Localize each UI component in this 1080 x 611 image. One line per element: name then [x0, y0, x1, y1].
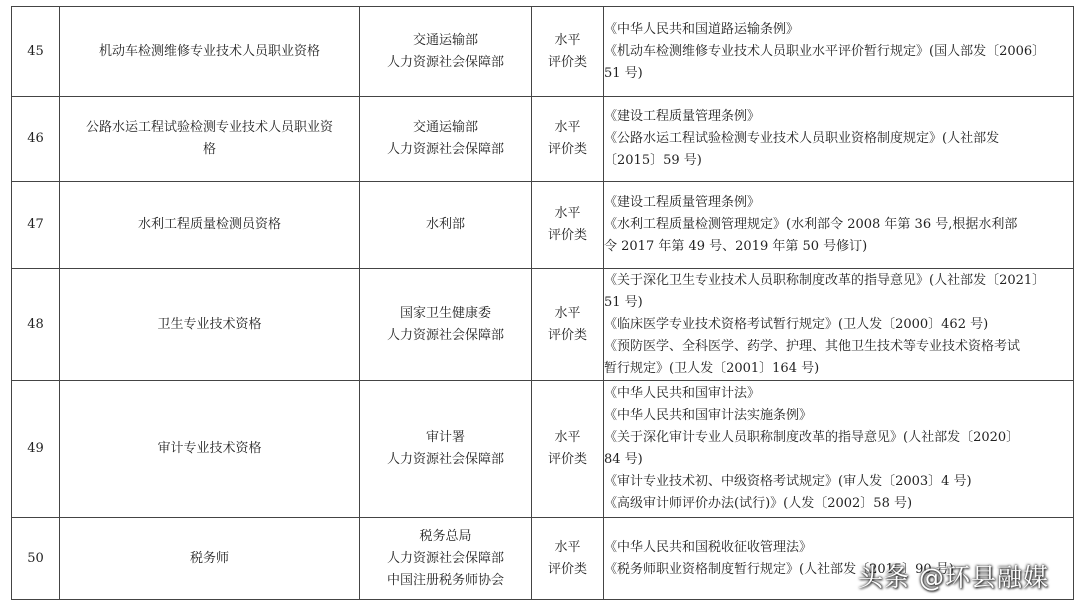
basis-line: 《建设工程质量管理条例》 [604, 109, 761, 124]
department [360, 182, 532, 269]
qualification-type [532, 97, 604, 182]
dept-line: 人力资源社会保障部 [386, 142, 504, 157]
department [360, 381, 532, 518]
basis-line: 《建设工程质量管理条例》 [604, 195, 761, 210]
qualification-type [532, 7, 604, 97]
dept-line: 水利部 [425, 217, 465, 232]
dept-line: 人力资源社会保障部 [386, 54, 504, 70]
type-line: 水平 [554, 305, 581, 321]
type-line: 水平 [554, 120, 581, 135]
basis-line: 《高级审计师评价办法(试行)》(人发〔2002〕58 号) [604, 496, 913, 511]
name-line: 公路水运工程试验检测专业技术人员职业资 [85, 120, 333, 135]
table-body [12, 7, 1074, 600]
table-row [12, 381, 1074, 518]
name-line: 审计专业技术资格 [157, 441, 262, 456]
qualification-type [532, 381, 604, 518]
table-row [12, 182, 1074, 269]
qualification-name [60, 269, 360, 381]
row-number: 48 [12, 269, 60, 381]
qualification-name [60, 97, 360, 182]
department [360, 7, 532, 97]
dept-line: 交通运输部 [412, 32, 478, 48]
dept-line: 中国注册税务师协会 [386, 572, 504, 588]
basis-line: 《公路水运工程试验检测专业技术人员职业资格制度规定》(人社部发 [604, 131, 1000, 146]
qualification-name [60, 381, 360, 518]
table-row [12, 97, 1074, 182]
qualification-type [532, 518, 604, 600]
dept-line: 人力资源社会保障部 [386, 452, 504, 467]
legal-basis [604, 97, 1074, 182]
dept-line: 交通运输部 [412, 120, 478, 135]
type-line: 评价类 [547, 452, 587, 467]
basis-line: 暂行规定》(卫人发〔2001〕164 号) [604, 360, 820, 376]
table-row [12, 269, 1074, 381]
type-line: 评价类 [547, 54, 587, 70]
type-line: 水平 [554, 206, 581, 221]
qualification-name [60, 182, 360, 269]
type-line: 水平 [554, 430, 581, 445]
qualification-type [532, 182, 604, 269]
table-row [12, 7, 1074, 97]
dept-line: 审计署 [425, 430, 465, 445]
basis-line: 令 2017 年第 49 号、2019 年第 50 号修订) [604, 239, 868, 254]
basis-line: 《关于深化审计专业人员职称制度改革的指导意见》(人社部发〔2020〕 [604, 430, 1020, 445]
row-number: 46 [12, 97, 60, 182]
dept-line: 人力资源社会保障部 [386, 550, 504, 566]
name-line: 税务师 [189, 550, 229, 566]
row-number: 47 [12, 182, 60, 269]
name-line: 格 [202, 142, 216, 157]
qualification-type [532, 269, 604, 381]
basis-line: 《审计专业技术初、中级资格考试规定》(审人发〔2003〕4 号) [604, 474, 972, 489]
legal-basis [604, 381, 1074, 518]
basis-line: 《关于深化卫生专业技术人员职称制度改革的指导意见》(人社部发〔2021〕 [604, 272, 1046, 288]
watermark: 头条 @环县融媒 [858, 563, 1049, 592]
basis-line: 《中华人民共和国道路运输条例》 [604, 21, 800, 37]
basis-line: 《水利工程质量检测管理规定》(水利部令 2008 年第 36 号,根据水利部 [604, 217, 1018, 232]
row-number: 50 [12, 518, 60, 600]
basis-line: 《中华人民共和国审计法》 [604, 386, 761, 401]
legal-basis [604, 182, 1074, 269]
type-line: 评价类 [547, 327, 587, 343]
basis-line: 84 号) [604, 452, 643, 467]
qualification-name [60, 518, 360, 600]
name-line: 水利工程质量检测员资格 [137, 217, 281, 232]
department [360, 97, 532, 182]
dept-line: 税务总局 [419, 528, 472, 544]
basis-line: 《临床医学专业技术资格考试暂行规定》(卫人发〔2000〕462 号) [604, 316, 989, 332]
basis-line: 《税务师职业资格制度暂行规定》(人社部发〔2015〕90 号) [604, 561, 954, 577]
type-line: 水平 [554, 539, 581, 555]
qualification-table [11, 6, 1074, 600]
basis-line: 《预防医学、全科医学、药学、护理、其他卫生技术等专业技术资格考试 [604, 338, 1021, 354]
dept-line: 人力资源社会保障部 [386, 327, 504, 343]
basis-line: 〔2015〕59 号) [604, 153, 702, 168]
type-line: 评价类 [547, 561, 587, 577]
type-line: 评价类 [547, 228, 587, 243]
basis-line: 51 号) [604, 294, 643, 310]
row-number: 45 [12, 7, 60, 97]
type-line: 评价类 [547, 142, 587, 157]
department [360, 518, 532, 600]
department [360, 269, 532, 381]
legal-basis [604, 7, 1074, 97]
basis-line: 《机动车检测维修专业技术人员职业水平评价暂行规定》(国人部发〔2006〕 [604, 43, 1046, 59]
legal-basis [604, 269, 1074, 381]
row-number: 49 [12, 381, 60, 518]
name-line: 机动车检测维修专业技术人员职业资格 [98, 43, 320, 59]
basis-line: 51 号) [604, 65, 643, 81]
basis-line: 《中华人民共和国税收征收管理法》 [604, 539, 813, 555]
type-line: 水平 [554, 32, 581, 48]
qualification-name [60, 7, 360, 97]
basis-line: 《中华人民共和国审计法实施条例》 [604, 408, 813, 423]
name-line: 卫生专业技术资格 [157, 316, 262, 332]
dept-line: 国家卫生健康委 [399, 305, 491, 321]
